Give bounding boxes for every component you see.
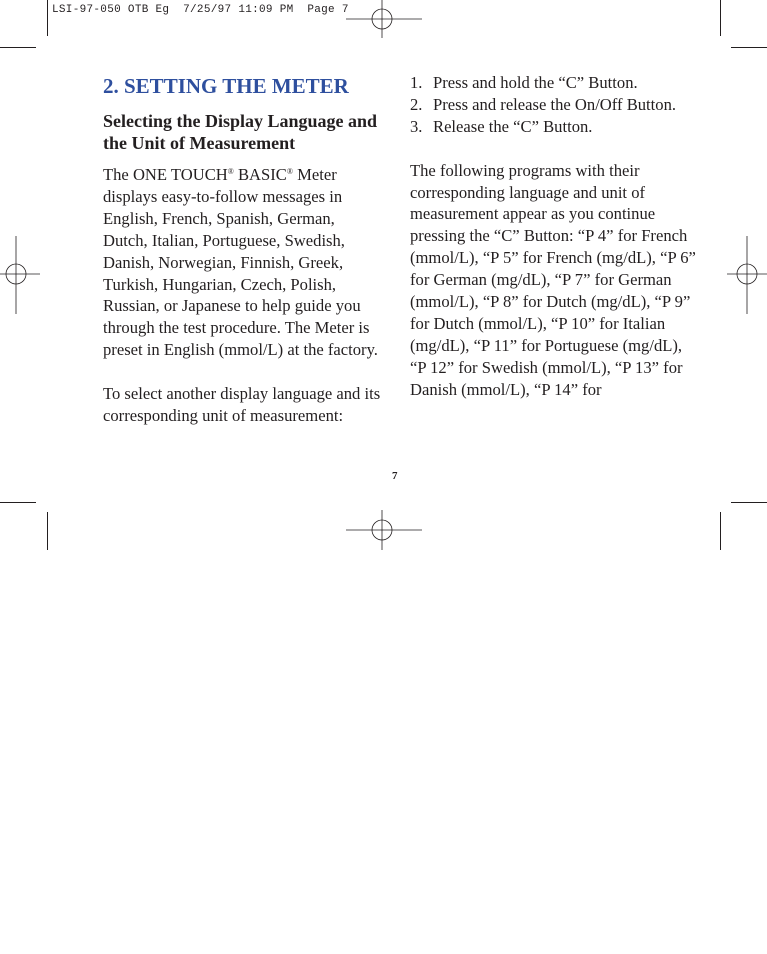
right-column bbox=[410, 72, 700, 401]
intro-suffix: Meter displays easy-to-follow messages in English, French, Spanish, German, Dutch, Italian, Portuguese, Swedish, Danish, Norwegian, Finnish, Greek, Turkish, Hungarian, Czech, Polish, Russian, or Japanese to help guide you through the test procedure. The Meter is preset in English (mmol/L) at the factory. bbox=[103, 165, 378, 360]
crop-mark bbox=[47, 512, 48, 550]
crop-mark bbox=[720, 0, 721, 36]
step-number: 1. bbox=[410, 73, 423, 92]
intro-paragraph bbox=[103, 164, 383, 361]
registration-mark-bottom bbox=[346, 510, 422, 550]
crop-mark bbox=[720, 512, 721, 550]
steps-list bbox=[410, 72, 700, 138]
intro-prefix: The ONE TOUCH bbox=[103, 165, 228, 184]
step-number: 3. bbox=[410, 116, 423, 136]
intro-mid: BASIC bbox=[233, 165, 287, 184]
registered-mark: ® bbox=[286, 167, 293, 176]
left-column bbox=[103, 72, 383, 427]
printer-slug: LSI-97-050 OTB Eg 7/25/97 11:09 PM Page 7 bbox=[52, 4, 349, 16]
step-text: Press and hold the “C” Button. bbox=[433, 73, 638, 92]
programs-paragraph: The following programs with their corresponding language and unit of measurement appear as you continue pressing the “C” Button: “P 4” for French (mmol/L), “P 5” for French (mg/dL), “P 6” for German (mg/dL), “P 7” for German (mmol/L), “P 8” for Dutch (mg/dL), “P 9” for Dutch (mmol/L), “P 10” for Italian (mg/dL), “P 11” for Portuguese (mg/dL), bbox=[410, 160, 696, 355]
programs-continued: “P 12” for Swedish (mmol/L), “P 13” for Danish (mmol/L), “P 14” for bbox=[410, 357, 683, 399]
crop-mark bbox=[731, 47, 767, 48]
list-item bbox=[410, 72, 700, 94]
step-number: 2. bbox=[410, 94, 423, 114]
registration-mark-top bbox=[346, 0, 422, 38]
registration-mark-right bbox=[727, 236, 767, 314]
list-item bbox=[410, 116, 700, 138]
step-text: Release the “C” Button. bbox=[433, 116, 593, 136]
crop-mark bbox=[0, 47, 36, 48]
crop-mark bbox=[0, 502, 36, 503]
crop-mark bbox=[47, 0, 48, 36]
select-paragraph: To select another display language and its corresponding unit of measurement: bbox=[103, 384, 381, 425]
page-number: 7 bbox=[392, 470, 398, 482]
section-title: 2. SETTING THE METER bbox=[103, 74, 349, 98]
registration-mark-left bbox=[0, 236, 40, 314]
registered-mark: ® bbox=[227, 167, 234, 176]
section-subheading: Selecting the Display Language and the Unit of Measurement bbox=[103, 111, 378, 153]
crop-mark bbox=[731, 502, 767, 503]
list-item bbox=[410, 94, 700, 116]
step-text: Press and release the On/Off Button. bbox=[433, 94, 677, 114]
